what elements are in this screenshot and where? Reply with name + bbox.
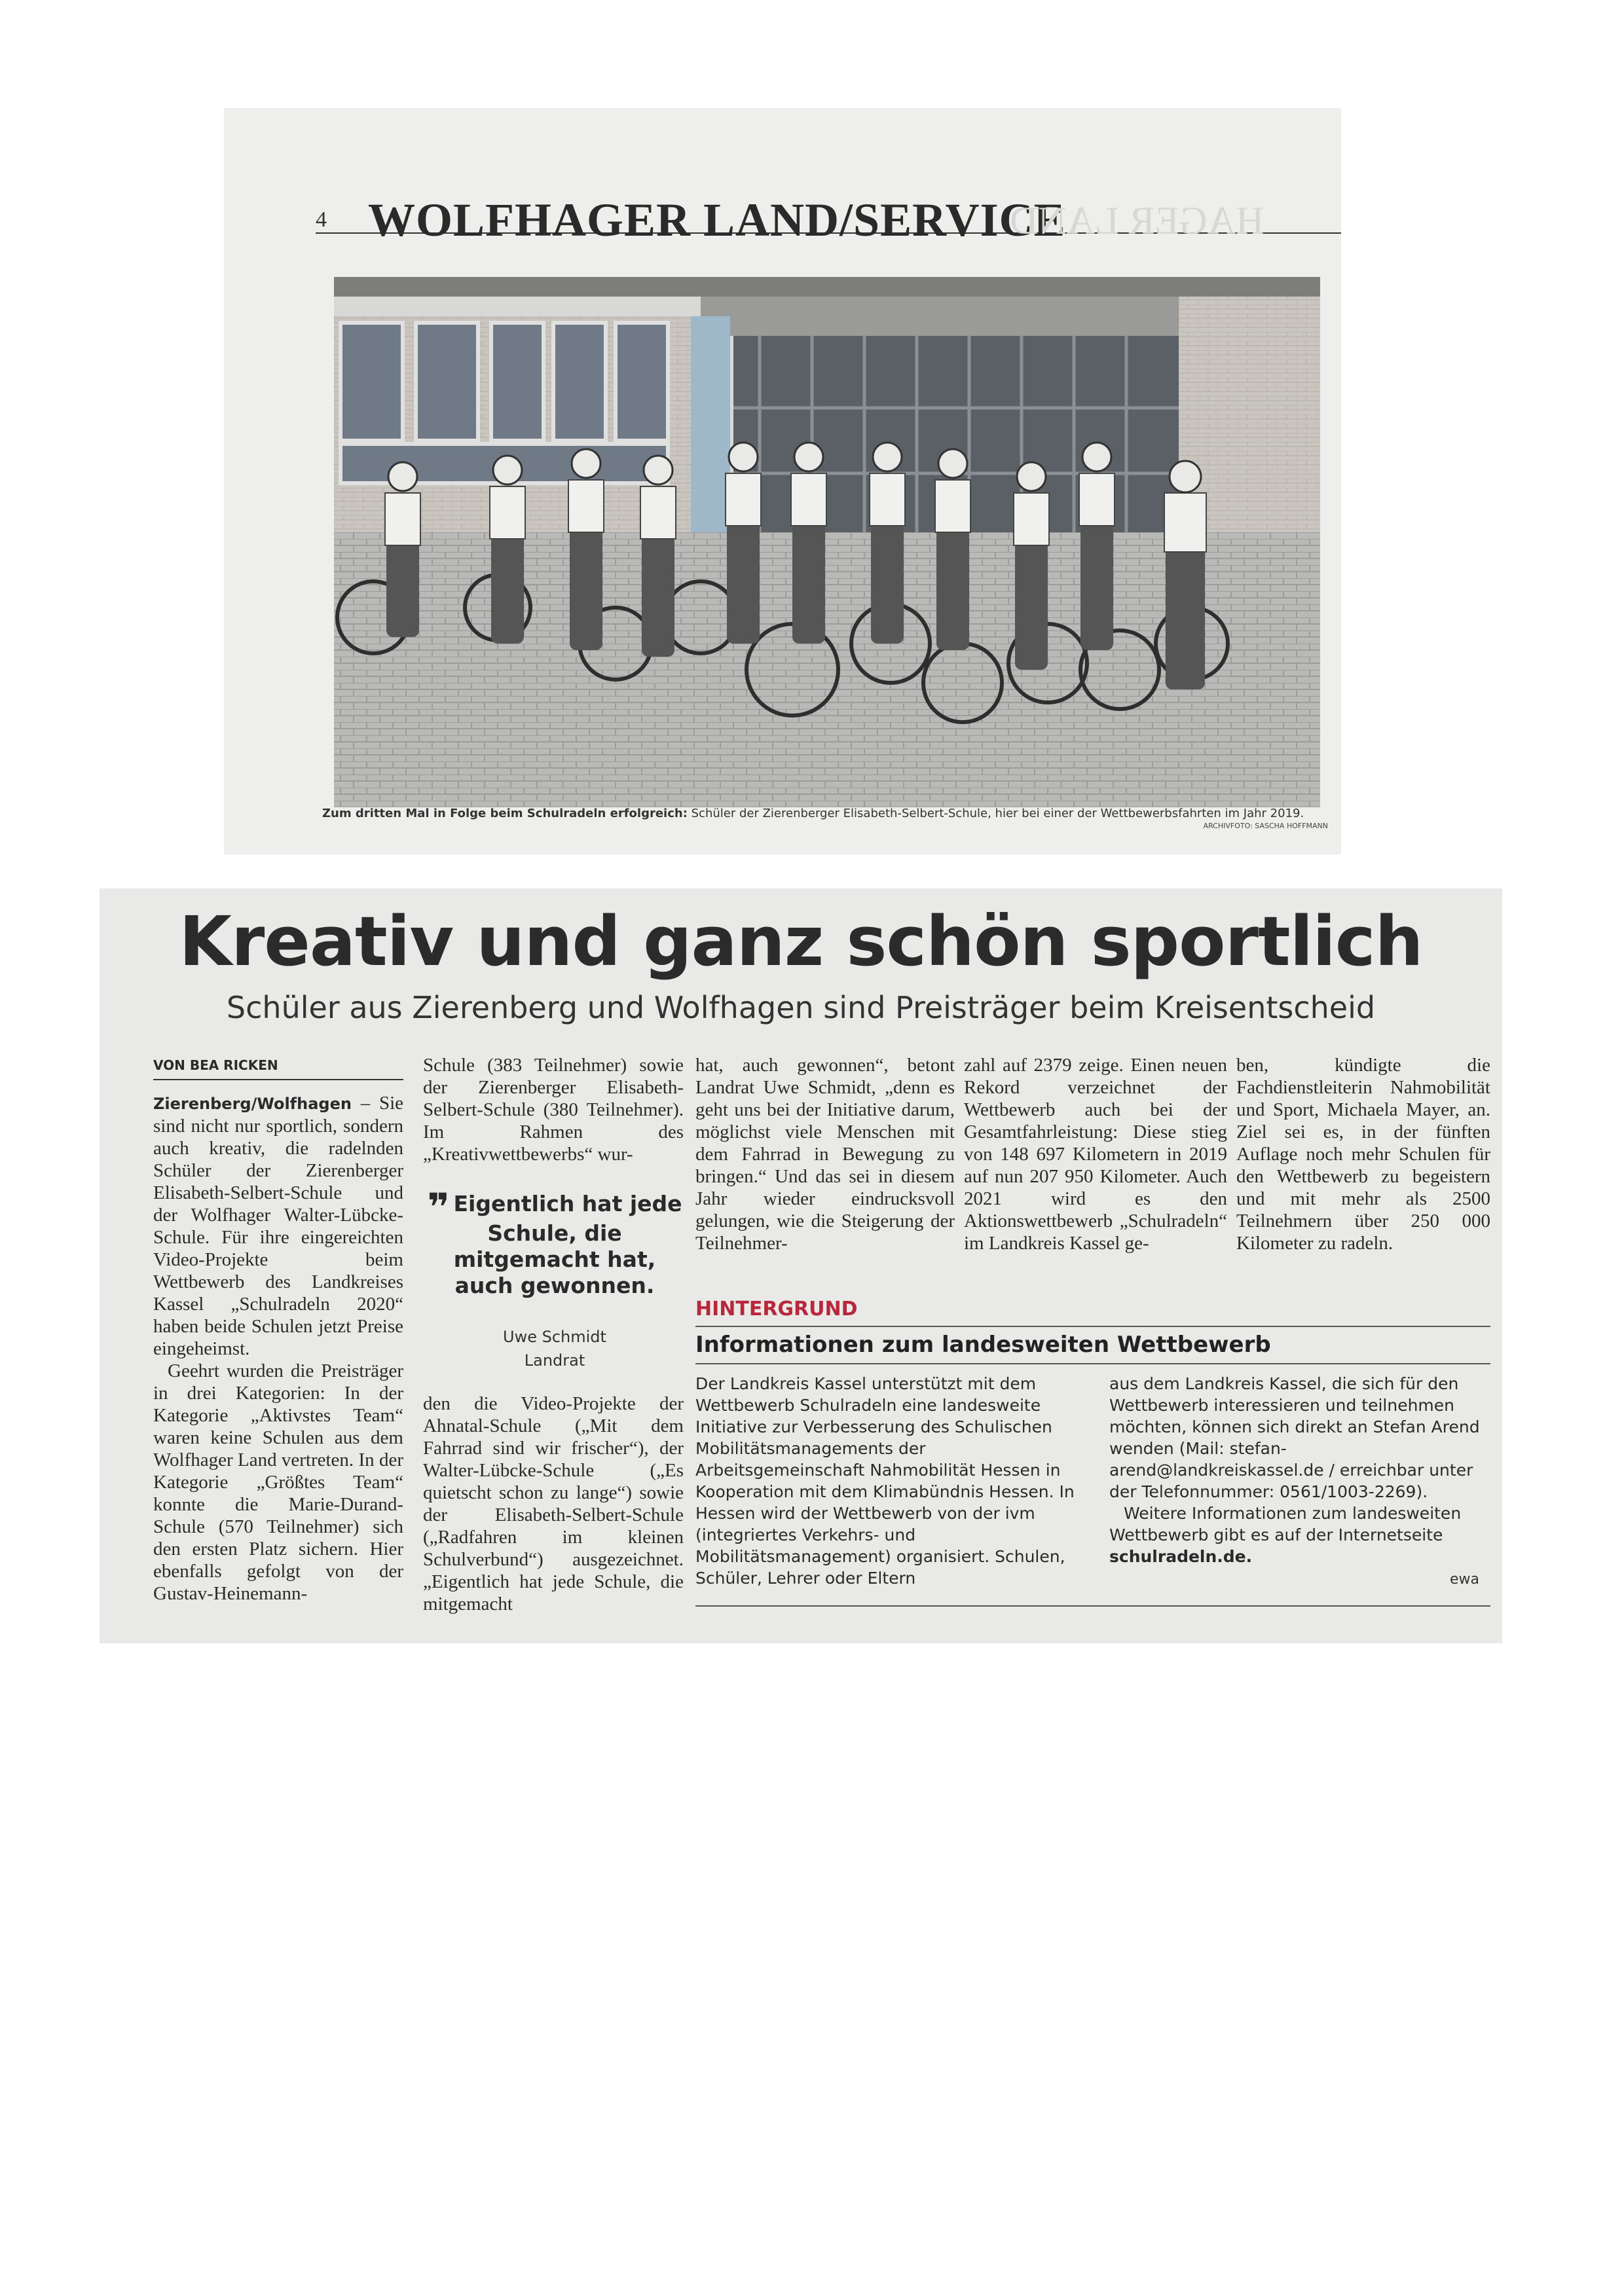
background-text-3 [1109, 1503, 1490, 1567]
article-headline: Kreativ und ganz schön sportlich [179, 902, 1423, 981]
article-column-4 [964, 1054, 1227, 1254]
website-link[interactable]: schulradeln.de. [1109, 1547, 1253, 1566]
background-column-1 [695, 1373, 1075, 1589]
column-2-top: Schule (383 Teilnehmer) sowie der Zierenberger Elisabeth-Selbert-Schule (380 Teilnehmer). Im Rahmen des „Kreativwettbewerbs“ wur- [423, 1055, 684, 1165]
author-initials: ewa [1450, 1571, 1480, 1588]
column-2-bottom: den die Video-Projekte der Ahnatal-Schule („Mit dem Fahrrad sind wir frischer“), der Walter-Lübcke-Schule („Es quietscht schon zu lange“) sowie der Elisabeth-Selbert-Schule („Radfahren im kleinen Schulverbund“) ausgezeichnet. „Eigentlich hat jede Schule, die mitgemacht [423, 1393, 684, 1614]
page-header [316, 193, 1341, 246]
background-text-2: aus dem Landkreis Kassel, die sich für den Wettbewerb interessieren und teilnehmen möchten, können sich direkt an Stefan Arend wenden (Mail: stefan-arend@landkreiskassel.de / erreichbar unter der Telefonnummer: 0561/1003-2269). [1109, 1374, 1480, 1501]
background-title: Informationen zum landesweiten Wettbewerb [695, 1332, 1271, 1358]
article-clipping [100, 888, 1502, 1643]
article-column-1 [153, 1054, 403, 1605]
photo-clipping [224, 108, 1341, 854]
caption-lead: Zum dritten Mal in Folge beim Schulradeln erfolgreich: [322, 807, 688, 820]
background-column-2 [1109, 1373, 1490, 1567]
page-number: 4 [316, 208, 327, 232]
pull-quote-author: Uwe Schmidt [503, 1328, 606, 1346]
column-1-paragraph-2: Geehrt wurden die Preisträger in drei Kategorien: In der Kategorie „Aktivstes Team“ waren keine Schulen aus dem Wolfhager Land vertreten. In der Kategorie „Größtes Team“ konnte die Marie-Durand-Schule (570 Teilnehmer) sich den ersten Platz sichern. Hier ebenfalls gefolgt von der Gustav-Heinemann- [153, 1360, 403, 1604]
column-3-text: hat, auch gewonnen“, betont Landrat Uwe Schmidt, „denn es geht uns bei der Initiative darum, möglichst viele Menschen mit dem Fahrrad in Bewegung zu bringen.“ Und das sei in diesem Jahr wieder eindrucksvoll gelungen, wie die Steigerung der Teilnehmer- [695, 1055, 955, 1254]
bleed-through-text: HAGER LAND [1010, 199, 1264, 242]
article-column-5 [1236, 1054, 1490, 1254]
column-1-text: – Sie sind nicht nur sportlich, sondern auch kreativ, die radelnden Schüler der Zierenberger Elisabeth-Selbert-Schule und der Wolfhager Walter-Lübcke-Schule. Für ihre eingereichten Video-Projekte beim Wettbewerb des Landkreises Kassel „Schulradeln 2020“ haben beide Schulen jetzt Preise eingeheimst. [153, 1093, 404, 1359]
article-column-2 [423, 1054, 684, 1165]
dateline: Zierenberg/Wolfhagen [153, 1095, 352, 1113]
cyclists-photo [334, 277, 1320, 807]
background-text-3-body: Weitere Informationen zum landesweiten Wettbewerb gibt es auf der Internetseite [1109, 1504, 1462, 1544]
quote-mark-icon: ❞ [427, 1185, 450, 1230]
background-rule [695, 1326, 1490, 1327]
caption-text: Schüler der Zierenberger Elisabeth-Selbert-Schule, hier bei einer der Wettbewerbsfahrten im Jahr 2019. [691, 807, 1304, 820]
background-label: HINTERGRUND [695, 1298, 858, 1321]
article-subheadline: Schüler aus Zierenberg und Wolfhagen sind Preisträger beim Kreisentscheid [226, 990, 1376, 1025]
column-4-text: zahl auf 2379 zeige. Einen neuen Rekord verzeichnet der Wettbewerb auch bei der Gesamtfahrleistung: Diese stieg von 148 697 Kilometern in 2019 auf nun 207 950 Kilometer. Auch 2021 wird es den Aktionswettbewerb „Schulradeln“ im Landkreis Kassel ge- [964, 1055, 1227, 1254]
background-rule-2 [695, 1363, 1490, 1364]
bottom-rule [695, 1605, 1490, 1607]
byline: VON BEA RICKEN [153, 1054, 403, 1080]
column-5-text: ben, kündigte die Fachdienstleiterin Nahmobilität und Sport, Michaela Mayer, an. Ziel sei es, in der fünften Auflage noch mehr Schulen für den Wettbewerb zu begeistern und mit mehr als 2500 Teilnehmern über 250 000 Kilometer zu radeln. [1236, 1055, 1490, 1254]
article-column-2-continued [423, 1393, 684, 1615]
column-1-paragraph-1 [153, 1092, 403, 1360]
photo-credit: ARCHIVFOTO: SASCHA HOFFMANN [1203, 822, 1328, 830]
section-title: WOLFHAGER LAND/SERVICE [368, 194, 1066, 246]
pull-quote-role: Landrat [524, 1351, 585, 1370]
pull-quote [423, 1185, 686, 1372]
pull-quote-attribution [423, 1325, 686, 1372]
background-text-1: Der Landkreis Kassel unterstützt mit dem Wettbewerb Schulradeln eine landesweite Initiative zur Verbesserung des Schulischen Mobilitätsmanagements der Arbeitsgemeinschaft Nahmobilität Hessen in Kooperation mit dem Klimabündnis Hessen. In Hessen wird der Wettbewerb von der ivm (integriertes Verkehrs- und Mobilitätsmanagement) organisiert. Schulen, Schüler, Lehrer oder Eltern [695, 1374, 1075, 1588]
photo-caption [322, 806, 1318, 821]
article-column-3 [695, 1054, 955, 1254]
pull-quote-body: Eigentlich hat jede Schule, die mitgemacht hat, auch gewonnen. [453, 1191, 682, 1298]
pull-quote-text [423, 1185, 686, 1299]
